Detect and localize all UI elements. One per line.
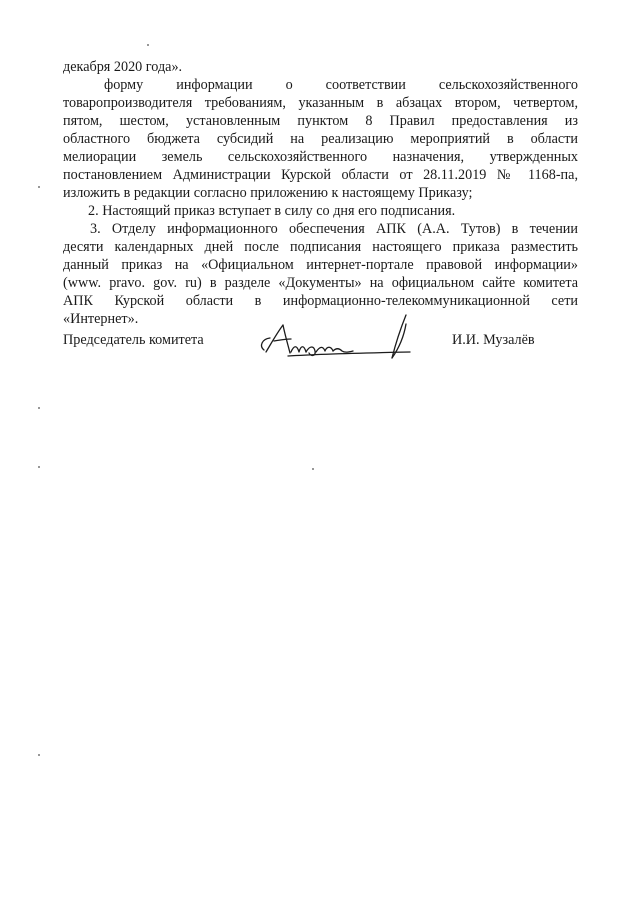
text-line: (www. pravo. gov. ru) в разделе «Документы» на официальном сайте комитета xyxy=(63,275,578,291)
scan-speck xyxy=(38,466,40,468)
handwritten-signature xyxy=(250,312,420,366)
scan-speck xyxy=(312,468,314,470)
text-line: 3. Отделу информационного обеспечения АПК (А.А. Тутов) в течении xyxy=(90,221,578,237)
text-line: АПК Курской области в информационно-телекоммуникационной сети xyxy=(63,293,578,309)
signatory-name: И.И. Музалёв xyxy=(452,332,535,348)
scan-speck xyxy=(38,186,40,188)
text-line: форму информации о соответствии сельскохозяйственного xyxy=(104,77,578,93)
signatory-title: Председатель комитета xyxy=(63,332,204,348)
text-line: изложить в редакции согласно приложению к настоящему Приказу; xyxy=(63,185,473,201)
text-line: пятом, шестом, установленным пунктом 8 Правил предоставления из xyxy=(63,113,578,129)
text-line: товаропроизводителя требованиям, указанным в абзацах втором, четвертом, xyxy=(63,95,578,111)
text-line: областного бюджета субсидий на реализацию мероприятий в области xyxy=(63,131,578,147)
text-line: данный приказ на «Официальном интернет-портале правовой информации» xyxy=(63,257,578,273)
scan-speck xyxy=(147,44,149,46)
scan-speck xyxy=(38,754,40,756)
text-line: десяти календарных дней после подписания настоящего приказа разместить xyxy=(63,239,578,255)
scan-speck xyxy=(38,407,40,409)
text-line: 2. Настоящий приказ вступает в силу со дня его подписания. xyxy=(88,203,456,219)
text-line: декабря 2020 года». xyxy=(63,59,183,75)
text-line: постановлением Администрации Курской области от 28.11.2019 № 1168-па, xyxy=(63,167,578,183)
text-line: мелиорации земель сельскохозяйственного назначения, утвержденных xyxy=(63,149,578,165)
text-line: «Интернет». xyxy=(63,311,139,327)
